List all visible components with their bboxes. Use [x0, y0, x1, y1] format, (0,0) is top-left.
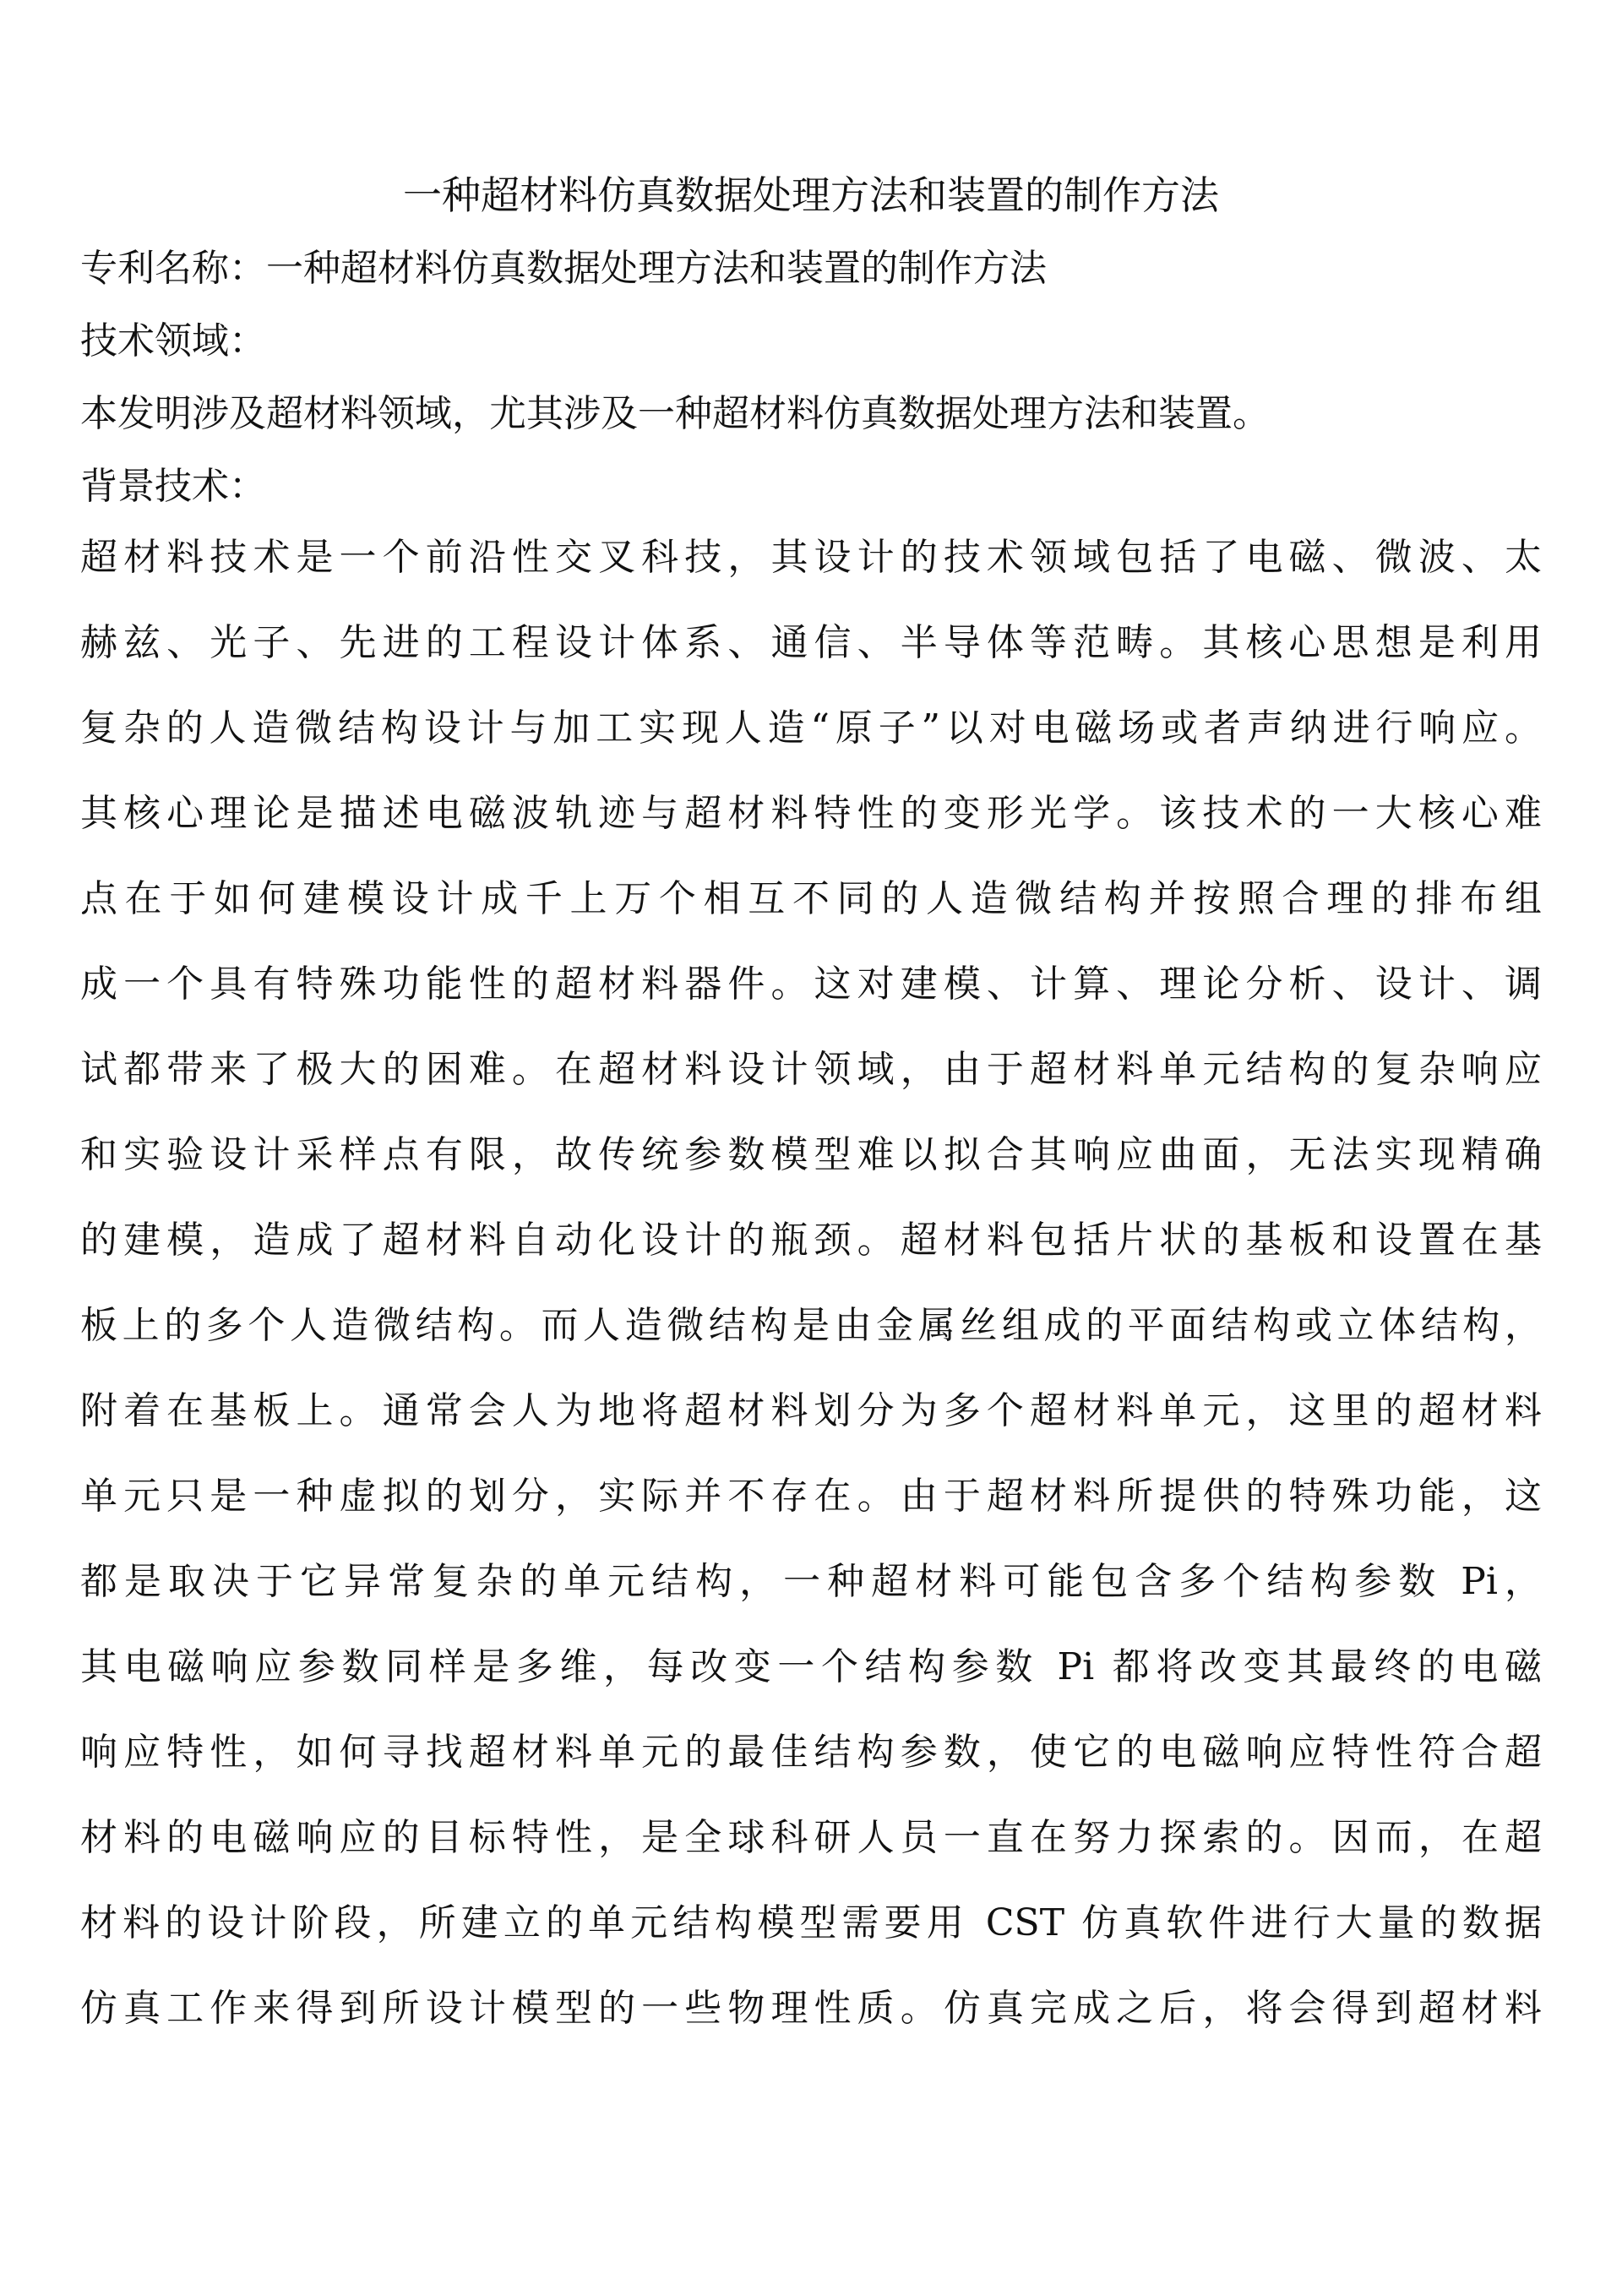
patent-name-line: 专利名称：一种超材料仿真数据处理方法和装置的制作方法 — [80, 247, 1047, 290]
paragraph-line: 超材料技术是一个前沿性交叉科技，其设计的技术领域包括了电磁、微波、太 — [80, 536, 1542, 579]
document-title: 一种超材料仿真数据处理方法和装置的制作方法 — [403, 172, 1219, 218]
paragraph-line: 都是取决于它异常复杂的单元结构，一种超材料可能包含多个结构参数 Pi， — [80, 1560, 1542, 1603]
paragraph-line: 板上的多个人造微结构。而人造微结构是由金属丝组成的平面结构或立体结构， — [80, 1304, 1542, 1347]
paragraph-line: 其电磁响应参数同样是多维，每改变一个结构参数 Pi 都将改变其最终的电磁 — [80, 1645, 1542, 1688]
paragraph-line: 单元只是一种虚拟的划分，实际并不存在。由于超材料所提供的特殊功能，这 — [80, 1475, 1542, 1518]
paragraph-line: 附着在基板上。通常会人为地将超材料划分为多个超材料单元，这里的超材料 — [80, 1389, 1542, 1432]
paragraph-line: 成一个具有特殊功能性的超材料器件。这对建模、计算、理论分析、设计、调 — [80, 963, 1542, 1006]
paragraph-line: 响应特性，如何寻找超材料单元的最佳结构参数，使它的电磁响应特性符合超 — [80, 1731, 1542, 1774]
background-paragraph — [80, 528, 1542, 2038]
paragraph-line: 材料的电磁响应的目标特性，是全球科研人员一直在努力探索的。因而，在超 — [80, 1816, 1542, 1859]
paragraph-line: 点在于如何建模设计成千上万个相互不同的人造微结构并按照合理的排布组 — [80, 877, 1542, 920]
paragraph-line: 赫兹、光子、先进的工程设计体系、通信、半导体等范畴。其核心思想是利用 — [80, 621, 1542, 664]
paragraph-line: 的建模，造成了超材料自动化设计的瓶颈。超材料包括片状的基板和设置在基 — [80, 1219, 1542, 1262]
paragraph-line: 和实验设计采样点有限，故传统参数模型难以拟合其响应曲面，无法实现精确 — [80, 1133, 1542, 1176]
paragraph-line: 复杂的人造微结构设计与加工实现人造“原子”以对电磁场或者声纳进行响应。 — [80, 706, 1542, 750]
paragraph-line: 仿真工作来得到所设计模型的一些物理性质。仿真完成之后，将会得到超材料 — [80, 1987, 1542, 2030]
field-text: 本发明涉及超材料领域，尤其涉及一种超材料仿真数据处理方法和装置。 — [80, 392, 1270, 435]
paragraph-line: 其核心理论是描述电磁波轨迹与超材料特性的变形光学。该技术的一大核心难 — [80, 792, 1542, 835]
background-heading: 背景技术： — [80, 465, 266, 508]
field-heading: 技术领域： — [80, 319, 266, 363]
paragraph-line: 材料的设计阶段，所建立的单元结构模型需要用 CST 仿真软件进行大量的数据 — [80, 1901, 1542, 1944]
paragraph-line: 试都带来了极大的困难。在超材料设计领域，由于超材料单元结构的复杂响应 — [80, 1048, 1542, 1091]
